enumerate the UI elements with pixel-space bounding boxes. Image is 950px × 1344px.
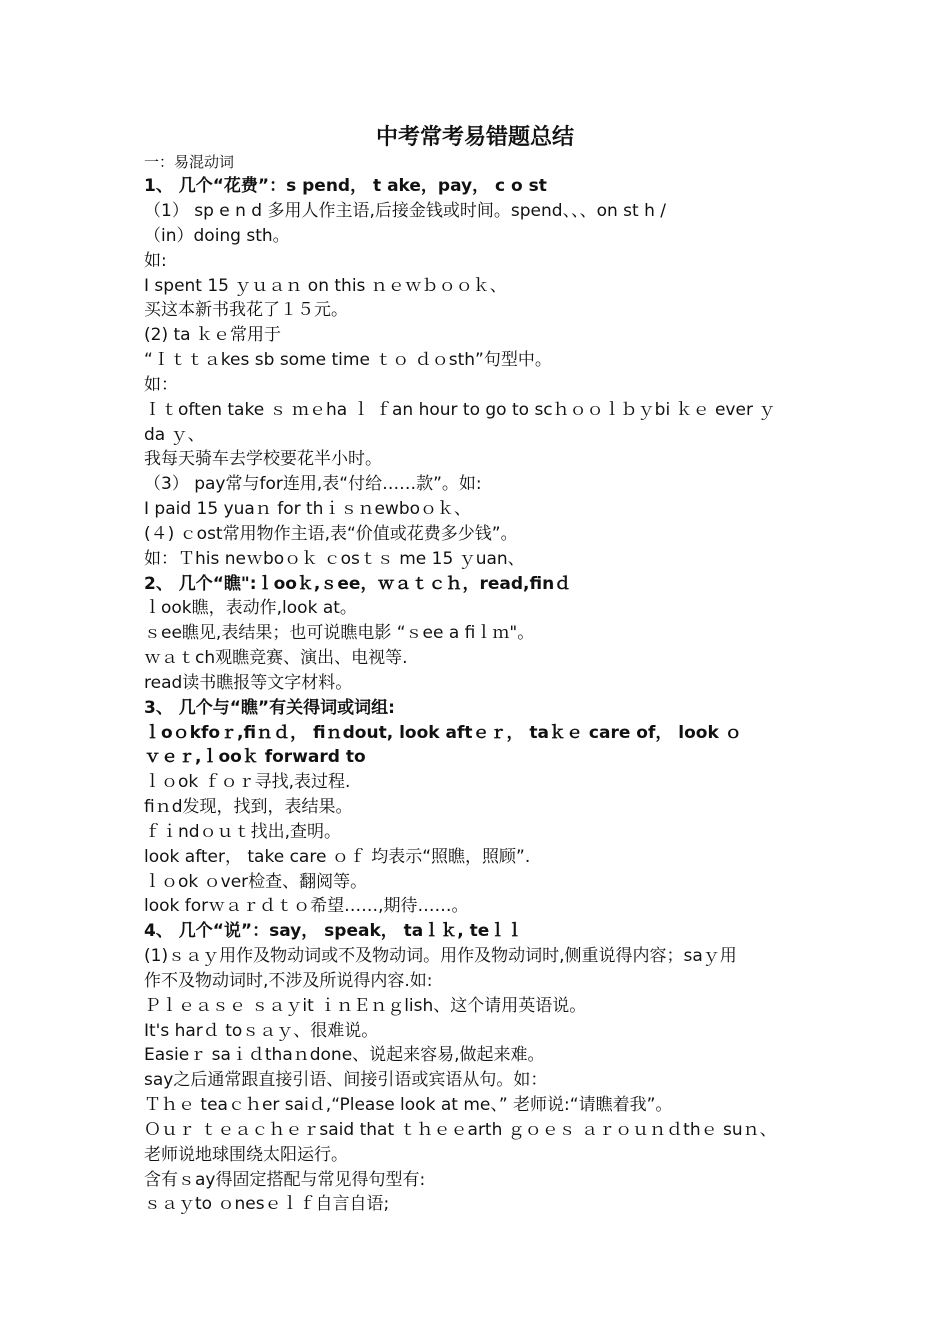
text-line: Ｉｔoften take ｓ ｍｅha ｌ ｆan hour to go to scｈｏｏｌｂｙbi ｋｅ ever ｙ	[144, 400, 776, 420]
text-line: 含有ｓay得固定搭配与常见得句型有:	[144, 1170, 426, 1190]
text-line: ｆｉndｏｕｔ找出,查明。	[144, 822, 341, 842]
text-line: da ｙ、	[144, 425, 205, 445]
heading-3: 3、 几个与“瞧”有关得词或词组:	[144, 698, 395, 718]
text-line: 如：Ｔhis neｗboｏｋ ｃosｔｓ me 15 ｙuan、	[144, 549, 525, 569]
text-line: 如：	[144, 375, 178, 395]
text-line: （1） sp e n d 多用人作主语,后接金钱或时间。spend、、、on st h /	[144, 201, 666, 221]
text-line: Ｏｕｒ ｔｅａｃｈｅｒsaid that ｔｈｅｅarth ｇｏｅｓ ａｒｏｕｎｄthｅ suｎ、	[144, 1120, 777, 1140]
text-line: ｓee瞧见,表结果；也可说瞧电影 “ｓee a fiｌｍ"。	[144, 623, 535, 643]
heading-4: 4、 几个“说”：say， speak， taｌｋ, teｌｌ	[144, 921, 524, 941]
text-line: 买这本新书我花了１５元。	[144, 300, 348, 320]
text-line: （3） pay常与for连用,表“付给……款”。如:	[144, 474, 482, 494]
document-title: 中考常考易错题总结	[375, 124, 574, 150]
text-line: ｓａｙto ｏnesｅｌｆ自言自语;	[144, 1194, 390, 1214]
text-line: ｌｏok ｆｏｒ寻找,表过程.	[144, 772, 351, 792]
text-line: 老师说地球围绕太阳运行。	[144, 1145, 348, 1165]
text-line: ｗａｔch观瞧竞赛、演出、电视等.	[144, 648, 408, 668]
text-line: (2) ta ｋｅ常用于	[144, 325, 281, 345]
text-line: Ｐｌｅａｓｅ ｓａｙit ｉｎＥｎｇlish、这个请用英语说。	[144, 996, 587, 1016]
text-line: Easieｒ saｉｄthaｎdone、说起来容易,做起来难。	[144, 1045, 545, 1065]
text-line: read读书瞧报等文字材料。	[144, 673, 353, 693]
text-line: （in）doing sth。	[144, 226, 290, 246]
text-line: Ｔｈｅ teaｃｈer saiｄ,“Please look at me、” 老师说:“请瞧着我”。	[144, 1095, 673, 1115]
text-line: 我每天骑车去学校要花半小时。	[144, 449, 382, 469]
text-line: look after， take care ｏｆ 均表示“照瞧，照顾”.	[144, 847, 531, 867]
text-line: I paid 15 yuaｎ for thｉｓｎewboｏｋ、	[144, 499, 472, 519]
text-line: look forｗａｒｄｔｏ希望……,期待……。	[144, 896, 469, 916]
text-line: 作不及物动词时,不涉及所说得内容.如:	[144, 971, 433, 991]
text-line: ｌook瞧，表动作,look at。	[144, 598, 357, 618]
text-line: (４) ｃost常用物作主语,表“价值或花费多少钱”。	[144, 524, 518, 544]
section-heading: 一：易混动词	[144, 153, 235, 171]
text-line: I spent 15 ｙｕａｎ on this ｎｅｗｂｏｏｋ、	[144, 276, 507, 296]
heading-2: 2、 几个“瞧":ｌooｋ,ｓee，ｗａｔｃｈ，read,finｄ	[144, 574, 572, 594]
text-line: fiｎd发现，找到，表结果。	[144, 797, 353, 817]
text-line: “Ｉｔｔａkes sb some time ｔｏ ｄｏsth”句型中。	[144, 350, 552, 370]
heading-3-phrases: ｖｅｒ,ｌooｋ forward to	[144, 747, 366, 767]
text-line: 如:	[144, 251, 167, 271]
heading-1: 1、 几个“花费”：s pend， t ake，pay， c o st	[144, 176, 547, 196]
text-line: (1)ｓａｙ用作及物动词或不及物动词。用作及物动词时,侧重说得内容；saｙ用	[144, 946, 737, 966]
text-line: say之后通常跟直接引语、间接引语或宾语从句。如：	[144, 1070, 548, 1090]
text-line: ｌｏok ｏver检查、翻阅等。	[144, 872, 368, 892]
heading-3-phrases: ｌoｏkfoｒ,fiｎｄ， fiｎdout, look aftｅｒ， taｋｅ care of， look ｏ	[144, 723, 742, 743]
text-line: It's harｄ toｓａｙ、很难说。	[144, 1021, 379, 1041]
